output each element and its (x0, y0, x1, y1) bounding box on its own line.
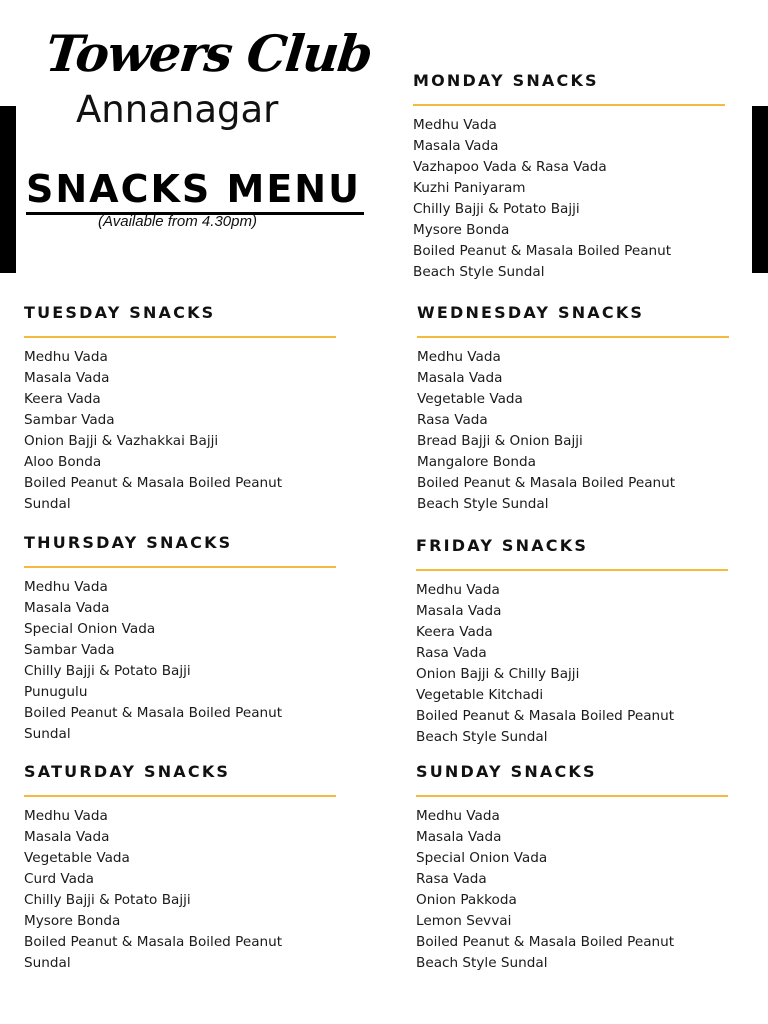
accent-divider (416, 569, 728, 571)
list-item: Boiled Peanut & Masala Boiled Peanut (417, 475, 676, 491)
list-item: Medhu Vada (417, 349, 501, 365)
list-item: Onion Bajji & Chilly Bajji (416, 666, 580, 682)
list-item: Mangalore Bonda (417, 454, 536, 470)
list-item: Sambar Vada (24, 642, 115, 658)
list-item: Beach Style Sundal (417, 496, 549, 512)
list-item: Lemon Sevvai (416, 913, 512, 929)
list-item: Special Onion Vada (24, 621, 156, 637)
list-item: Masala Vada (416, 829, 502, 845)
list-item: Bread Bajji & Onion Bajji (417, 433, 583, 449)
day-section-saturday (24, 762, 336, 974)
day-heading: SATURDAY SNACKS (24, 762, 231, 781)
accent-divider (413, 104, 725, 106)
snack-list (24, 347, 336, 515)
day-section-friday (416, 536, 728, 748)
list-item: Chilly Bajji & Potato Bajji (24, 892, 191, 908)
list-item: Punugulu (24, 684, 88, 700)
day-section-sunday (416, 762, 728, 974)
list-item: Rasa Vada (416, 645, 487, 661)
list-item: Aloo Bonda (24, 454, 102, 470)
list-item: Chilly Bajji & Potato Bajji (413, 201, 580, 217)
list-item: Curd Vada (24, 871, 94, 887)
list-item: Chilly Bajji & Potato Bajji (24, 663, 191, 679)
accent-divider (24, 795, 336, 797)
day-section-tuesday (24, 303, 336, 515)
list-item: Medhu Vada (24, 349, 108, 365)
snack-list (24, 806, 336, 974)
list-item: Beach Style Sundal (416, 955, 548, 971)
list-item: Boiled Peanut & Masala Boiled Peanut (24, 934, 283, 950)
accent-divider (24, 566, 336, 568)
list-item: Vegetable Vada (24, 850, 130, 866)
snack-list (416, 580, 728, 748)
list-item: Boiled Peanut & Masala Boiled Peanut (24, 705, 283, 721)
list-item: Beach Style Sundal (413, 264, 545, 280)
list-item: Mysore Bonda (413, 222, 510, 238)
list-item: Boiled Peanut & Masala Boiled Peanut (416, 708, 675, 724)
brand-name: Towers Club (42, 24, 375, 83)
list-item: Mysore Bonda (24, 913, 121, 929)
snack-list (413, 115, 725, 283)
list-item: Sundal (24, 955, 71, 971)
list-item: Sambar Vada (24, 412, 115, 428)
day-heading: TUESDAY SNACKS (24, 303, 216, 322)
list-item: Boiled Peanut & Masala Boiled Peanut (416, 934, 675, 950)
list-item: Vegetable Vada (417, 391, 523, 407)
day-heading: SUNDAY SNACKS (416, 762, 597, 781)
right-edge-bar (752, 106, 768, 273)
snack-list (416, 806, 728, 974)
snack-list (24, 577, 336, 745)
list-item: Keera Vada (24, 391, 101, 407)
accent-divider (417, 336, 729, 338)
accent-divider (416, 795, 728, 797)
list-item: Sundal (24, 496, 71, 512)
location-name: Annanagar (76, 88, 279, 131)
list-item: Medhu Vada (413, 117, 497, 133)
day-heading: THURSDAY SNACKS (24, 533, 233, 552)
list-item: Medhu Vada (24, 808, 108, 824)
day-heading: MONDAY SNACKS (413, 71, 599, 90)
list-item: Special Onion Vada (416, 850, 548, 866)
list-item: Rasa Vada (417, 412, 488, 428)
snack-list (417, 347, 729, 515)
day-section-monday (413, 71, 725, 283)
list-item: Onion Bajji & Vazhakkai Bajji (24, 433, 219, 449)
list-item: Medhu Vada (24, 579, 108, 595)
list-item: Masala Vada (416, 603, 502, 619)
list-item: Medhu Vada (416, 808, 500, 824)
list-item: Masala Vada (24, 829, 110, 845)
list-item: Vazhapoo Vada & Rasa Vada (413, 159, 607, 175)
list-item: Beach Style Sundal (416, 729, 548, 745)
list-item: Masala Vada (24, 370, 110, 386)
list-item: Masala Vada (417, 370, 503, 386)
accent-divider (24, 336, 336, 338)
list-item: Masala Vada (413, 138, 499, 154)
list-item: Kuzhi Paniyaram (413, 180, 526, 196)
list-item: Rasa Vada (416, 871, 487, 887)
list-item: Boiled Peanut & Masala Boiled Peanut (413, 243, 672, 259)
day-section-thursday (24, 533, 336, 745)
day-heading: FRIDAY SNACKS (416, 536, 589, 555)
list-item: Boiled Peanut & Masala Boiled Peanut (24, 475, 283, 491)
menu-title: SNACKS MENU (26, 166, 364, 215)
list-item: Masala Vada (24, 600, 110, 616)
availability-note: (Available from 4.30pm) (98, 213, 257, 230)
day-section-wednesday (417, 303, 729, 515)
left-edge-bar (0, 106, 16, 273)
list-item: Keera Vada (416, 624, 493, 640)
day-heading: WEDNESDAY SNACKS (417, 303, 645, 322)
list-item: Sundal (24, 726, 71, 742)
list-item: Onion Pakkoda (416, 892, 517, 908)
list-item: Medhu Vada (416, 582, 500, 598)
list-item: Vegetable Kitchadi (416, 687, 544, 703)
